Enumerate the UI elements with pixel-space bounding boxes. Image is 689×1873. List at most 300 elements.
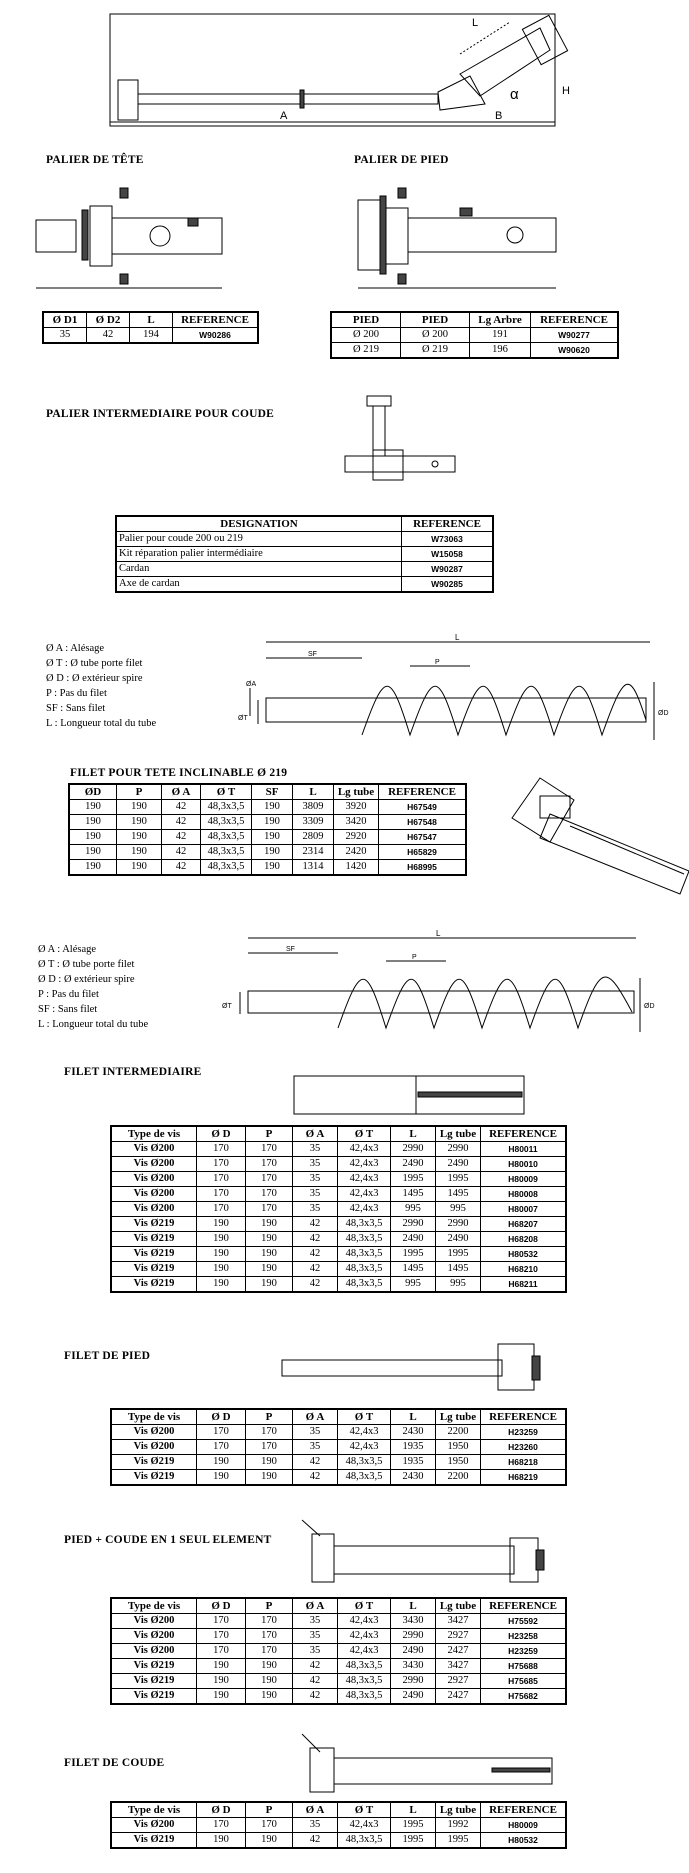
dim-p: P (435, 659, 440, 666)
cell: 170 (246, 1202, 293, 1217)
table-row (43, 328, 258, 344)
section-title-filet-pied: FILET DE PIED (64, 1350, 151, 1362)
cell: 2927 (436, 1674, 481, 1689)
th-od: Ø D (197, 1802, 246, 1818)
cell: H80532 (481, 1247, 567, 1262)
cell: Palier pour coude 200 ou 219 (116, 532, 402, 547)
th-designation: DESIGNATION (116, 516, 402, 532)
table-filet-pied (110, 1408, 567, 1486)
th-l: L (391, 1802, 436, 1818)
table-palier-tete (42, 311, 259, 344)
th-l: L (130, 312, 173, 328)
th-od2: Ø D2 (87, 312, 130, 328)
cell: H68995 (379, 860, 467, 876)
dim-od-2: ØD (644, 1003, 655, 1010)
th-lg-tube: Lg tube (436, 1802, 481, 1818)
foot-elbow-drawing (298, 1516, 558, 1590)
cell: 2990 (436, 1142, 481, 1157)
cell: 190 (197, 1277, 246, 1293)
section-title-palier-intermediaire: PALIER INTERMEDIAIRE POUR COUDE (46, 408, 275, 420)
th-reference: REFERENCE (531, 312, 619, 328)
cell: 170 (246, 1629, 293, 1644)
cell: Vis Ø219 (111, 1262, 197, 1277)
cell: 48,3x3,5 (338, 1659, 391, 1674)
cell: 2990 (436, 1217, 481, 1232)
cell: Vis Ø219 (111, 1659, 197, 1674)
cell: 2927 (436, 1629, 481, 1644)
th-od: Ø D (197, 1409, 246, 1425)
cell: H80008 (481, 1187, 567, 1202)
cell: 35 (43, 328, 87, 344)
table-palier-pied (330, 311, 619, 359)
cell: 2200 (436, 1425, 481, 1440)
palier-pied-drawing (350, 180, 570, 300)
cell: 190 (197, 1833, 246, 1849)
table-row (111, 1187, 566, 1202)
table-pied-coude (110, 1597, 567, 1705)
cell: 190 (252, 860, 293, 876)
cell: H68208 (481, 1232, 567, 1247)
cell: H80011 (481, 1142, 567, 1157)
dim-h-label: H (562, 85, 570, 97)
cell: 190 (69, 800, 117, 815)
th-type: Type de vis (111, 1802, 197, 1818)
table-row (111, 1629, 566, 1644)
th-type: Type de vis (111, 1126, 197, 1142)
cell: 35 (293, 1614, 338, 1629)
cell: W90287 (402, 562, 494, 577)
cell: 2490 (391, 1232, 436, 1247)
cell: 3920 (334, 800, 379, 815)
table-row (111, 1202, 566, 1217)
th-od1: Ø D1 (43, 312, 87, 328)
cell: 48,3x3,5 (338, 1833, 391, 1849)
cell: 190 (197, 1659, 246, 1674)
cell: 42 (293, 1277, 338, 1293)
cell: 35 (293, 1629, 338, 1644)
th-oa: Ø A (293, 1126, 338, 1142)
cell: 190 (69, 860, 117, 876)
table-row (111, 1232, 566, 1247)
cell: 190 (197, 1217, 246, 1232)
cell: 190 (246, 1247, 293, 1262)
cell: 48,3x3,5 (338, 1217, 391, 1232)
cell: 42,4x3 (338, 1187, 391, 1202)
cell: 1995 (391, 1172, 436, 1187)
section-title-filet-tete: FILET POUR TETE INCLINABLE Ø 219 (70, 767, 288, 779)
th-ot: Ø T (338, 1802, 391, 1818)
cell: 42 (293, 1232, 338, 1247)
cell: 196 (470, 343, 531, 359)
cell: Ø 200 (331, 328, 401, 343)
cell: 42,4x3 (338, 1157, 391, 1172)
cell: 1495 (391, 1187, 436, 1202)
cell: 1995 (436, 1172, 481, 1187)
th-od: ØD (69, 784, 117, 800)
table-filet-intermediaire (110, 1125, 567, 1293)
cell: 170 (246, 1440, 293, 1455)
cell: Vis Ø219 (111, 1232, 197, 1247)
cell: 48,3x3,5 (201, 800, 252, 815)
cell: Vis Ø219 (111, 1674, 197, 1689)
cell: 2427 (436, 1689, 481, 1705)
cell: H68210 (481, 1262, 567, 1277)
cell: 190 (246, 1689, 293, 1705)
cell: Vis Ø219 (111, 1689, 197, 1705)
th-p: P (246, 1126, 293, 1142)
cell: 42 (162, 800, 201, 815)
cell: 42,4x3 (338, 1818, 391, 1833)
cell: 35 (293, 1818, 338, 1833)
cell: 42,4x3 (338, 1202, 391, 1217)
dim-ot: ØT (238, 715, 248, 722)
cell: 3420 (334, 815, 379, 830)
cell: Cardan (116, 562, 402, 577)
cell: 1950 (436, 1440, 481, 1455)
cell: H67549 (379, 800, 467, 815)
cell: H23259 (481, 1644, 567, 1659)
legend-item: SF : Sans filet (46, 703, 106, 714)
cell: 42 (293, 1833, 338, 1849)
dim-a-label: A (280, 110, 288, 122)
cell: 35 (293, 1425, 338, 1440)
dim-l-label: L (472, 17, 479, 29)
cell: W15058 (402, 547, 494, 562)
cell: H75688 (481, 1659, 567, 1674)
cell: Vis Ø200 (111, 1440, 197, 1455)
cell: Vis Ø200 (111, 1187, 197, 1202)
th-oa: Ø A (162, 784, 201, 800)
cell: 2920 (334, 830, 379, 845)
th-p: P (117, 784, 162, 800)
cell: Vis Ø200 (111, 1157, 197, 1172)
th-oa: Ø A (293, 1409, 338, 1425)
table-row (116, 577, 493, 593)
cell: W90277 (531, 328, 619, 343)
cell: 190 (246, 1659, 293, 1674)
th-lg-tube: Lg tube (436, 1126, 481, 1142)
cell: 170 (197, 1157, 246, 1172)
cell: Kit réparation palier intermédiaire (116, 547, 402, 562)
table-row (111, 1818, 566, 1833)
table-row (111, 1659, 566, 1674)
th-lg-tube: Lg tube (436, 1598, 481, 1614)
cell: 170 (246, 1157, 293, 1172)
cell: 2490 (436, 1157, 481, 1172)
cell: 190 (246, 1232, 293, 1247)
th-l: L (391, 1126, 436, 1142)
cell: Vis Ø200 (111, 1425, 197, 1440)
th-reference: REFERENCE (481, 1598, 567, 1614)
cell: 1495 (436, 1187, 481, 1202)
th-reference: REFERENCE (481, 1802, 567, 1818)
cell: 35 (293, 1157, 338, 1172)
th-ot: Ø T (338, 1598, 391, 1614)
cell: 170 (197, 1187, 246, 1202)
legend-item: Ø D : Ø extérieur spire (38, 974, 135, 985)
elbow-tube-drawing (296, 1730, 558, 1800)
cell: 170 (197, 1202, 246, 1217)
cell: 35 (293, 1172, 338, 1187)
cell: 35 (293, 1440, 338, 1455)
cell: 48,3x3,5 (201, 860, 252, 876)
cell: H80009 (481, 1172, 567, 1187)
cell: W90286 (173, 328, 259, 344)
cell: 2809 (293, 830, 334, 845)
cell: 1992 (436, 1818, 481, 1833)
cell: 995 (436, 1277, 481, 1293)
table-row (111, 1142, 566, 1157)
cell: Vis Ø219 (111, 1217, 197, 1232)
cell: 35 (293, 1187, 338, 1202)
cell: W90620 (531, 343, 619, 359)
cell: 42 (162, 845, 201, 860)
cell: 190 (197, 1262, 246, 1277)
cell: 995 (391, 1277, 436, 1293)
cell: 3430 (391, 1614, 436, 1629)
cell: H23260 (481, 1440, 567, 1455)
cell: 42 (293, 1470, 338, 1486)
cell: 1495 (391, 1262, 436, 1277)
dim-oa: ØA (246, 681, 257, 688)
cell: 170 (197, 1818, 246, 1833)
cell: 995 (391, 1202, 436, 1217)
cell: 190 (197, 1689, 246, 1705)
cell: 3809 (293, 800, 334, 815)
table-filet-coude (110, 1801, 567, 1849)
cell: 190 (252, 830, 293, 845)
cell: 190 (246, 1470, 293, 1486)
dim-l-2: L (436, 929, 441, 938)
th-type: Type de vis (111, 1409, 197, 1425)
dim-sf: SF (308, 651, 317, 658)
cell: 1950 (436, 1455, 481, 1470)
cell: 190 (252, 845, 293, 860)
table-body (69, 800, 466, 876)
screw-dimension-drawing-2 (222, 928, 656, 1048)
table-row (69, 800, 466, 815)
cell: H23259 (481, 1425, 567, 1440)
dim-od: ØD (658, 710, 669, 717)
th-type: Type de vis (111, 1598, 197, 1614)
cell: 48,3x3,5 (338, 1232, 391, 1247)
table-row (331, 328, 618, 343)
cell: 2990 (391, 1217, 436, 1232)
section-title-palier-tete: PALIER DE TÊTE (46, 154, 144, 166)
cell: 42,4x3 (338, 1425, 391, 1440)
cell: Vis Ø200 (111, 1614, 197, 1629)
table-body (111, 1425, 566, 1486)
intermediate-tube-drawing (294, 1072, 534, 1118)
cell: 170 (246, 1187, 293, 1202)
table-row (111, 1674, 566, 1689)
cell: Vis Ø200 (111, 1142, 197, 1157)
cell: 3427 (436, 1614, 481, 1629)
cell: 190 (246, 1455, 293, 1470)
cell: 42 (293, 1689, 338, 1705)
cell: H80532 (481, 1833, 567, 1849)
cell: Vis Ø219 (111, 1470, 197, 1486)
cell: 1935 (391, 1440, 436, 1455)
cell: 170 (246, 1818, 293, 1833)
cell: 170 (246, 1425, 293, 1440)
cell: 170 (246, 1644, 293, 1659)
cell: 170 (197, 1644, 246, 1659)
cell: 42 (293, 1455, 338, 1470)
cell: 995 (436, 1202, 481, 1217)
th-reference: REFERENCE (481, 1126, 567, 1142)
cell: H67548 (379, 815, 467, 830)
cell: 170 (246, 1614, 293, 1629)
th-oa: Ø A (293, 1598, 338, 1614)
cell: 42,4x3 (338, 1440, 391, 1455)
cell: 1995 (391, 1833, 436, 1849)
table-palier-intermediaire (115, 515, 494, 593)
dim-l: L (455, 633, 460, 642)
cell: 2427 (436, 1644, 481, 1659)
dim-p-2: P (412, 954, 417, 961)
table-row (111, 1833, 566, 1849)
th-od: Ø D (197, 1126, 246, 1142)
palier-intermediaire-drawing (345, 392, 465, 492)
legend-item: Ø D : Ø extérieur spire (46, 673, 143, 684)
cell: 2490 (391, 1689, 436, 1705)
th-l: L (391, 1598, 436, 1614)
cell: 190 (69, 830, 117, 845)
cell: 42,4x3 (338, 1644, 391, 1659)
cell: 1995 (391, 1247, 436, 1262)
legend-item: L : Longueur total du tube (46, 718, 157, 729)
tilting-head-drawing (500, 776, 689, 906)
table-row (331, 343, 618, 359)
cell: 190 (117, 845, 162, 860)
cell: 190 (252, 815, 293, 830)
cell: 2490 (391, 1644, 436, 1659)
th-reference: REFERENCE (173, 312, 259, 328)
table-row (111, 1217, 566, 1232)
cell: W90285 (402, 577, 494, 593)
cell: 190 (117, 815, 162, 830)
cell: Vis Ø200 (111, 1629, 197, 1644)
cell: 190 (197, 1470, 246, 1486)
cell: 190 (246, 1833, 293, 1849)
cell: 1995 (436, 1247, 481, 1262)
cell: Vis Ø200 (111, 1644, 197, 1659)
cell: 1995 (436, 1833, 481, 1849)
cell: 42 (162, 815, 201, 830)
cell: 42 (293, 1674, 338, 1689)
cell: Vis Ø219 (111, 1455, 197, 1470)
cell: H23258 (481, 1629, 567, 1644)
cell: H67547 (379, 830, 467, 845)
cell: 1935 (391, 1455, 436, 1470)
section-title-filet-intermediaire: FILET INTERMEDIAIRE (64, 1066, 202, 1078)
cell: 190 (197, 1455, 246, 1470)
cell: 42 (293, 1659, 338, 1674)
table-row (69, 845, 466, 860)
cell: 190 (117, 860, 162, 876)
legend-item: Ø A : Alésage (38, 944, 97, 955)
cell: 170 (197, 1172, 246, 1187)
cell: 190 (117, 830, 162, 845)
cell: Vis Ø200 (111, 1818, 197, 1833)
cell: H80009 (481, 1818, 567, 1833)
cell: 42 (293, 1247, 338, 1262)
auger-overview-diagram (110, 14, 590, 134)
th-sf: SF (252, 784, 293, 800)
cell: 1314 (293, 860, 334, 876)
cell: 3309 (293, 815, 334, 830)
th-reference: REFERENCE (481, 1409, 567, 1425)
th-lg-tube: Lg tube (436, 1409, 481, 1425)
th-ot: Ø T (201, 784, 252, 800)
cell: 2490 (436, 1232, 481, 1247)
table-row (116, 547, 493, 562)
table-row (69, 860, 466, 876)
table-body (111, 1142, 566, 1293)
table-row (111, 1277, 566, 1293)
cell: Axe de cardan (116, 577, 402, 593)
cell: 42 (293, 1262, 338, 1277)
cell: 190 (197, 1247, 246, 1262)
th-pied-2: PIED (401, 312, 470, 328)
section-title-filet-coude: FILET DE COUDE (64, 1757, 165, 1769)
cell: 2430 (391, 1425, 436, 1440)
cell: 48,3x3,5 (338, 1277, 391, 1293)
cell: 42 (162, 860, 201, 876)
cell: 190 (246, 1262, 293, 1277)
table-row (69, 815, 466, 830)
cell: H80010 (481, 1157, 567, 1172)
table-row (69, 830, 466, 845)
legend-item: SF : Sans filet (38, 1004, 98, 1015)
cell: H75592 (481, 1614, 567, 1629)
cell: H68207 (481, 1217, 567, 1232)
cell: H68211 (481, 1277, 567, 1293)
cell: 35 (293, 1644, 338, 1659)
th-ot: Ø T (338, 1409, 391, 1425)
cell: Vis Ø200 (111, 1172, 197, 1187)
table-row (111, 1614, 566, 1629)
screw-dimension-drawing (238, 630, 670, 760)
cell: 42,4x3 (338, 1172, 391, 1187)
cell: 190 (252, 800, 293, 815)
palier-tete-drawing (20, 180, 220, 300)
table-row (116, 532, 493, 547)
legend-block-2 (38, 942, 148, 1032)
cell: 48,3x3,5 (338, 1674, 391, 1689)
cell: 170 (197, 1629, 246, 1644)
cell: H68218 (481, 1455, 567, 1470)
cell: 48,3x3,5 (338, 1455, 391, 1470)
cell: 2420 (334, 845, 379, 860)
cell: 42 (87, 328, 130, 344)
cell: 42 (162, 830, 201, 845)
table-row (111, 1247, 566, 1262)
section-title-palier-pied: PALIER DE PIED (354, 154, 449, 166)
th-oa: Ø A (293, 1802, 338, 1818)
cell: 48,3x3,5 (338, 1262, 391, 1277)
th-p: P (246, 1802, 293, 1818)
cell: 35 (293, 1142, 338, 1157)
cell: 190 (69, 845, 117, 860)
table-row (111, 1644, 566, 1659)
foot-tube-drawing (282, 1340, 552, 1396)
th-p: P (246, 1598, 293, 1614)
cell: Vis Ø219 (111, 1247, 197, 1262)
cell: 170 (197, 1142, 246, 1157)
cell: 48,3x3,5 (201, 845, 252, 860)
